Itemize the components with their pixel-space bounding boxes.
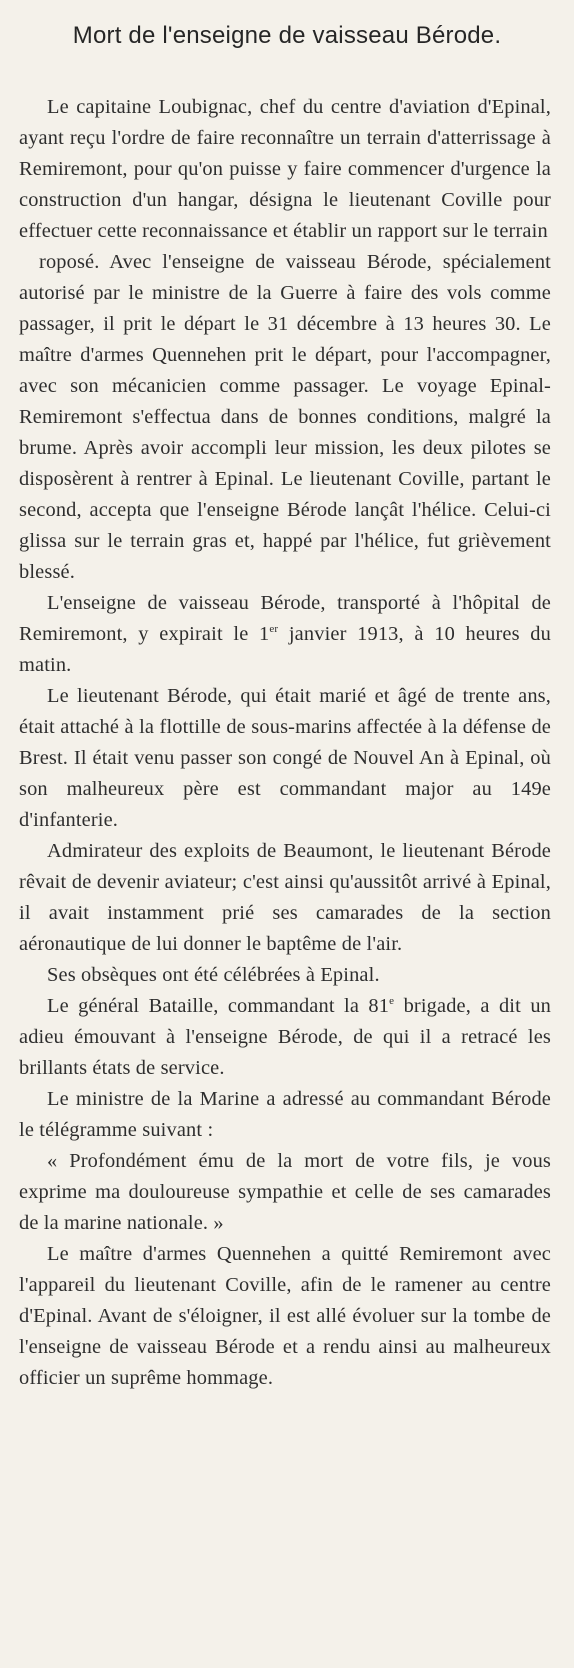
paragraph-2: roposé. Avec l'enseigne de vaisseau Bérode, spécialement autorisé par le ministre de la Guerre à faire des vols comme passager, il prit le départ le 31 décembre à 13 heures 30. Le maître d'armes Quennehen prit le départ, pour l'accompagner, avec son mécanicien comme passager. Le voyage Epinal-Remiremont s'effectua dans de bonnes conditions, malgré la brume. Après avoir accompli leur mission, les deux pilotes se disposèrent à rentrer à Epinal. Le lieutenant Coville, partant le second, accepta que l'enseigne Bérode lançât l'hélice. Celui-ci glissa sur le terrain gras et, happé par l'hélice, fut grièvement blessé. xyxy=(19,251,551,583)
paragraph-3-text-a: L'enseigne de vaisseau Bérode, transporté à l'hôpital de Remiremont, y expirait le 1 xyxy=(19,592,551,645)
article-title: Mort de l'enseigne de vaisseau Bérode. xyxy=(72,22,502,49)
paragraph-6: Ses obsèques ont été célébrées à Epinal. xyxy=(47,964,380,986)
ordinal-suffix: er xyxy=(269,623,279,636)
paragraph-7-text-a: Le général Bataille, commandant la 81 xyxy=(47,995,390,1017)
paragraph-8: Le ministre de la Marine a adressé au commandant Bérode le télégramme suivant : xyxy=(19,1088,551,1141)
paragraph-1: Le capitaine Loubignac, chef du centre d'aviation d'Epinal, ayant reçu l'ordre de faire reconnaître un terrain d'atterrissage à Remiremont, pour qu'on puisse y faire commencer d'urgence la construction d'un hangar, désigna le lieutenant Coville pour effectuer cette reconnaissance et établir un rapport sur le terrain xyxy=(19,96,551,242)
article-body xyxy=(19,92,551,1394)
paragraph-9-telegram: « Profondément ému de la mort de votre fils, je vous exprime ma douloureuse sympathie et celle de ses camarades de la marine nationale. » xyxy=(19,1150,551,1234)
paragraph-3 xyxy=(19,588,551,681)
paragraph-10: Le maître d'armes Quennehen a quitté Remiremont avec l'appareil du lieutenant Coville, afin de le ramener au centre d'Epinal. Avant de s'éloigner, il est allé évoluer sur la tombe de l'enseigne de vaisseau Bérode et a rendu ainsi au malheureux officier un suprême hommage. xyxy=(19,1243,551,1389)
ordinal-suffix: e xyxy=(389,995,395,1008)
paragraph-4: Le lieutenant Bérode, qui était marié et âgé de trente ans, était attaché à la flottille de sous-marins affectée à la défense de Brest. Il était venu passer son congé de Nouvel An à Epinal, où son malheureux père est commandant major au 149e d'infanterie. xyxy=(19,685,551,831)
paragraph-7-text-b: brigade, a dit un adieu émouvant à l'enseigne Bérode, de qui il a retracé les brillants états de service. xyxy=(19,995,552,1079)
paragraph-3-text-b: janvier 1913, à 10 heures du matin. xyxy=(19,623,551,676)
paragraph-5: Admirateur des exploits de Beaumont, le lieutenant Bérode rêvait de devenir aviateur; c'est ainsi qu'aussitôt arrivé à Epinal, il avait instamment prié ses camarades de la section aéronautique de lui donner le baptême de l'air. xyxy=(19,840,551,955)
paragraph-7 xyxy=(19,991,551,1084)
